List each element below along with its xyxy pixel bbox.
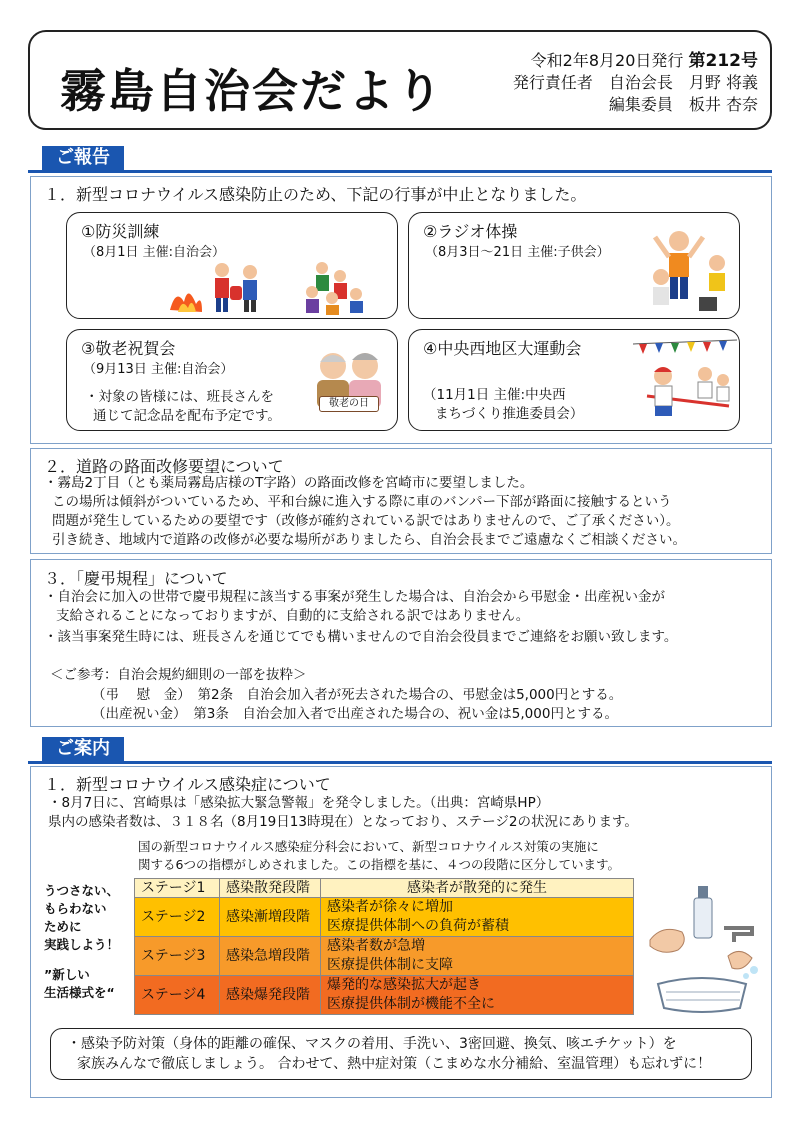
stage-cell: ステージ2 bbox=[135, 898, 220, 937]
editor: 編集委員 板井 杏奈 bbox=[608, 95, 758, 114]
stage-desc-cell bbox=[321, 976, 634, 1015]
ref-line: （弔 慰 金） 第2条 自治会加入者が死去された場合の、弔慰金は5,000円とする。 bbox=[92, 687, 623, 703]
stage-cell: ステージ3 bbox=[135, 937, 220, 976]
slogan-line: ために bbox=[44, 919, 82, 934]
issue-number: 第212号 bbox=[688, 51, 758, 71]
prevention-line: ・感染予防対策（身体的距離の確保、マスクの着用、手洗い、3密回避、換気、咳エチケット）を bbox=[67, 1036, 677, 1052]
report-label: ご報告 bbox=[42, 146, 124, 170]
slogan-line: 生活様式を“ bbox=[44, 985, 115, 1000]
report-item1-heading: １．新型コロナウイルス感染防止のため、下記の行事が中止となりました。 bbox=[44, 185, 587, 204]
event-note: まちづくり推進委員会） bbox=[435, 406, 584, 422]
stage-table bbox=[134, 878, 634, 1015]
respect-aged-sign: 敬老の日 bbox=[319, 396, 379, 412]
guide-heading: １．新型コロナウイルス感染症について bbox=[44, 775, 331, 794]
stage-row-4 bbox=[135, 976, 634, 1015]
event-card-1 bbox=[66, 212, 398, 319]
hygiene-illustration bbox=[642, 880, 764, 1020]
event-sub: （9月13日 主催:自治会） bbox=[83, 362, 234, 377]
road-text: この場所は傾斜がついているため、平和台線に進入する際に車のバンパー下部が路面に接触するという bbox=[52, 494, 672, 510]
slogan bbox=[44, 882, 119, 1002]
stage-row-3 bbox=[135, 937, 634, 976]
sports-day-illustration bbox=[633, 336, 737, 428]
stage-desc: 感染者が徐々に増加 bbox=[327, 899, 453, 915]
stage-cell: ステージ4 bbox=[135, 976, 220, 1015]
event-note: ・対象の皆様には、班長さんを bbox=[85, 389, 274, 405]
stage-name-cell: 感染急増段階 bbox=[220, 937, 321, 976]
ref-line: （出産祝い金） 第3条 自治会加入者で出産された場合の、祝い金は5,000円とする。 bbox=[92, 706, 618, 722]
stage-intro bbox=[138, 838, 620, 874]
issue-info bbox=[478, 50, 758, 116]
road-text: 問題が発生しているための要望です（改修が確約されている訳ではありませんので、ご了承ください）。 bbox=[52, 513, 680, 529]
event-sub: （8月3日～21日 主催:子供会） bbox=[425, 245, 610, 260]
stage-desc: 医療提供体制が機能不全に bbox=[327, 996, 495, 1012]
guide-label: ご案内 bbox=[42, 737, 124, 761]
event-card-4 bbox=[408, 329, 740, 431]
stage-intro-line: 関する6つの指標がしめされました。この指標を基に、４つの段階に区分しています。 bbox=[138, 857, 620, 872]
stage-desc: 医療提供体制への負荷が蓄積 bbox=[327, 918, 509, 934]
event-sub: （8月1日 主催:自治会） bbox=[83, 245, 226, 260]
rule-text: ・該当事案発生時には、班長さんを通じてでも構いませんので自治会役員までご連絡をお願い致します。 bbox=[44, 629, 678, 645]
stage-intro-line: 国の新型コロナウイルス感染症分科会において、新型コロナウイルス対策の実施に bbox=[138, 839, 599, 854]
stage-row-1 bbox=[135, 879, 634, 898]
road-text: 引き続き、地域内で道路の改修が必要な場所がありましたら、自治会長までご遠慮なくご相談ください。 bbox=[52, 532, 686, 548]
stage-desc: 感染者数が急増 bbox=[327, 938, 425, 954]
stage-desc: 爆発的な感染拡大が起き bbox=[327, 977, 481, 993]
prevention-line: 家族みんなで徹底しましょう。 合わせて、熱中症対策（こまめな水分補給、室温管理）も忘れずに！ bbox=[77, 1056, 712, 1072]
guide-section-header bbox=[28, 737, 772, 764]
prevention-note bbox=[50, 1028, 752, 1080]
newsletter-title: 霧島自治会だより bbox=[60, 64, 444, 118]
stage-name-cell: 感染漸増段階 bbox=[220, 898, 321, 937]
guide-text: 県内の感染者数は、３１８名（8月19日13時現在）となっており、ステージ2の状況にあります。 bbox=[48, 814, 638, 830]
issue-date: 令和2年8月20日発行 bbox=[530, 51, 684, 70]
radio-exercise-illustration bbox=[649, 223, 737, 317]
slogan-line: 実践しよう！ bbox=[44, 937, 120, 952]
event-title: ③敬老祝賀会 bbox=[81, 339, 176, 358]
rule-text: 支給されることになっておりますが、自動的に支給される訳ではありません。 bbox=[56, 608, 530, 624]
slogan-line: うつさない、 bbox=[44, 883, 120, 898]
stage-name-cell: 感染散発段階 bbox=[220, 879, 321, 898]
event-card-3 bbox=[66, 329, 398, 431]
stage-cell: ステージ1 bbox=[135, 879, 220, 898]
slogan-line: ”新しい bbox=[44, 967, 90, 982]
rule-text: ・自治会に加入の世帯で慶弔規程に該当する事案が発生した場合は、自治会から弔慰金・出産祝い金が bbox=[44, 589, 665, 605]
event-title: ④中央西地区大運動会 bbox=[423, 339, 582, 358]
event-title: ①防災訓練 bbox=[81, 222, 160, 241]
guide-text: ・8月7日に、宮崎県は「感染拡大緊急警報」を発令しました。（出典：宮崎県HP） bbox=[48, 795, 550, 811]
publisher: 発行責任者 自治会長 月野 将義 bbox=[512, 73, 758, 92]
ref-heading: ＜ご参考：自治会規約細則の一部を抜粋＞ bbox=[50, 667, 307, 683]
stage-desc-cell bbox=[321, 898, 634, 937]
stage-name-cell: 感染爆発段階 bbox=[220, 976, 321, 1015]
road-text: ・霧島2丁目（とも薬局霧島店様のT字路）の路面改修を宮崎市に要望しました。 bbox=[44, 475, 534, 491]
event-card-2 bbox=[408, 212, 740, 319]
stage-row-2 bbox=[135, 898, 634, 937]
event-note: （11月1日 主催:中央西 bbox=[423, 387, 566, 403]
stage-desc-cell: 感染者が散発的に発生 bbox=[321, 879, 634, 898]
report-section-header bbox=[28, 146, 772, 173]
event-title: ②ラジオ体操 bbox=[423, 222, 518, 241]
respect-aged-illustration bbox=[309, 344, 389, 424]
report-item2-heading: ２．道路の路面改修要望について bbox=[44, 457, 284, 476]
event-note: 通じて記念品を配布予定です。 bbox=[93, 408, 281, 424]
drill-illustration bbox=[162, 258, 372, 318]
slogan-line: もらわない bbox=[44, 901, 107, 916]
stage-desc: 医療提供体制に支障 bbox=[327, 957, 453, 973]
stage-desc-cell bbox=[321, 937, 634, 976]
report-item3-heading: ３．「慶弔規程」について bbox=[44, 569, 228, 588]
